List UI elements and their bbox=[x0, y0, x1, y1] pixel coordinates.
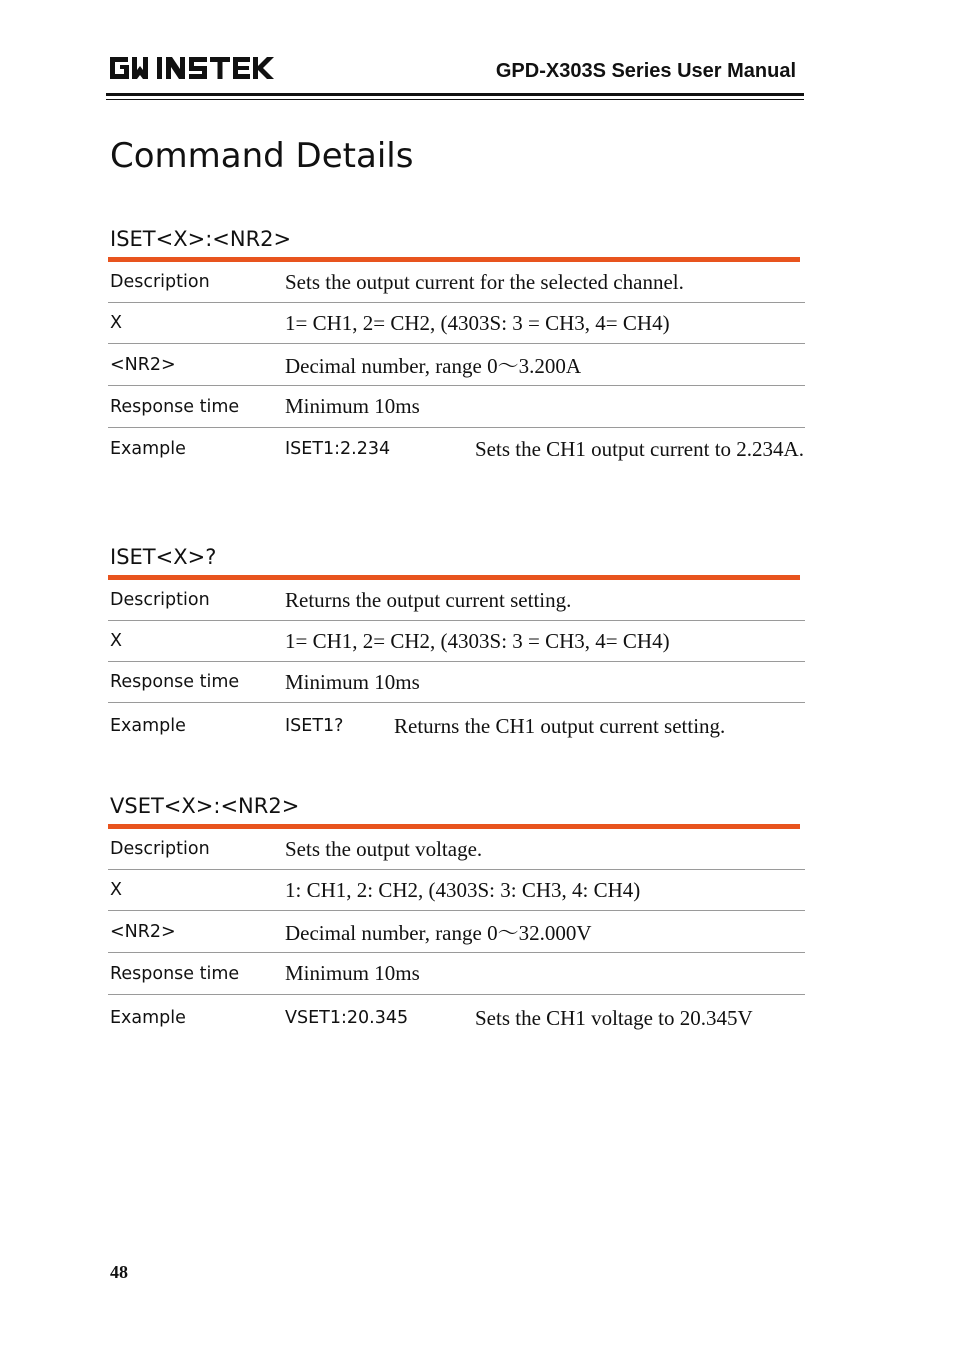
row-label: X bbox=[110, 313, 122, 333]
command-table bbox=[108, 580, 805, 749]
row-label: Example bbox=[110, 1008, 186, 1028]
table-row-response-time bbox=[108, 953, 805, 995]
command-table bbox=[108, 829, 805, 1041]
row-value: Sets the output current for the selected channel. bbox=[285, 269, 684, 294]
table-row-nr2 bbox=[108, 911, 805, 953]
table-row-response-time bbox=[108, 662, 805, 703]
row-value: Decimal number, range 0〜32.000V bbox=[285, 920, 592, 945]
row-label: Description bbox=[110, 590, 210, 610]
table-row-x bbox=[108, 870, 805, 911]
table-row-response-time bbox=[108, 386, 805, 428]
page-number: 48 bbox=[110, 1262, 128, 1282]
row-label: Example bbox=[110, 716, 186, 736]
row-label: Response time bbox=[110, 396, 240, 417]
command-section-iset-query bbox=[108, 540, 805, 749]
row-value: 1= CH1, 2= CH2, (4303S: 3 = CH3, 4= CH4) bbox=[285, 628, 670, 653]
row-label: Response time bbox=[110, 963, 240, 984]
command-heading: ISET<X>? bbox=[110, 545, 217, 569]
row-label: Description bbox=[110, 272, 210, 292]
command-table bbox=[108, 262, 805, 498]
manual-title: GPD-X303S Series User Manual bbox=[495, 60, 796, 82]
row-value: 1= CH1, 2= CH2, (4303S: 3 = CH3, 4= CH4) bbox=[285, 310, 670, 335]
example-description: Sets the CH1 voltage to 20.345V bbox=[475, 1005, 753, 1030]
example-command: VSET1:20.345 bbox=[285, 1008, 409, 1028]
table-row-example bbox=[108, 703, 805, 749]
table-row-nr2 bbox=[108, 344, 805, 386]
row-label: Example bbox=[110, 439, 186, 459]
row-value: Sets the output voltage. bbox=[285, 836, 483, 861]
row-label: <NR2> bbox=[110, 354, 176, 375]
table-row-example bbox=[108, 428, 805, 498]
example-description: Returns the CH1 output current setting. bbox=[394, 713, 726, 738]
command-section-iset-set bbox=[108, 222, 805, 498]
command-heading: ISET<X>:<NR2> bbox=[110, 227, 292, 251]
table-row-x bbox=[108, 303, 805, 344]
table-row-description bbox=[108, 829, 805, 870]
example-command: ISET1:2.234 bbox=[285, 439, 391, 459]
row-label: X bbox=[110, 631, 122, 651]
row-value: Decimal number, range 0〜3.200A bbox=[285, 353, 581, 378]
command-section-vset-set bbox=[108, 789, 805, 1041]
command-heading: VSET<X>:<NR2> bbox=[110, 794, 300, 818]
table-row-x bbox=[108, 621, 805, 662]
row-label: Description bbox=[110, 839, 210, 859]
header-rule-thin bbox=[106, 99, 804, 100]
row-label: X bbox=[110, 880, 122, 900]
table-row-description bbox=[108, 580, 805, 621]
row-value: Minimum 10ms bbox=[285, 669, 420, 694]
row-value: Returns the output current setting. bbox=[285, 587, 572, 612]
row-label: <NR2> bbox=[110, 921, 176, 942]
row-value: 1: CH1, 2: CH2, (4303S: 3: CH3, 4: CH4) bbox=[285, 877, 641, 902]
table-row-description bbox=[108, 262, 805, 303]
header-rule-thick bbox=[106, 93, 804, 96]
page-title: Command Details bbox=[110, 136, 414, 176]
gw-instek-logo bbox=[110, 54, 278, 82]
example-description: Sets the CH1 output current to 2.234A. bbox=[475, 437, 804, 461]
row-value: Minimum 10ms bbox=[285, 961, 420, 985]
row-value: Minimum 10ms bbox=[285, 394, 420, 418]
example-command: ISET1? bbox=[285, 716, 344, 736]
row-label: Response time bbox=[110, 672, 240, 692]
table-row-example bbox=[108, 995, 805, 1041]
